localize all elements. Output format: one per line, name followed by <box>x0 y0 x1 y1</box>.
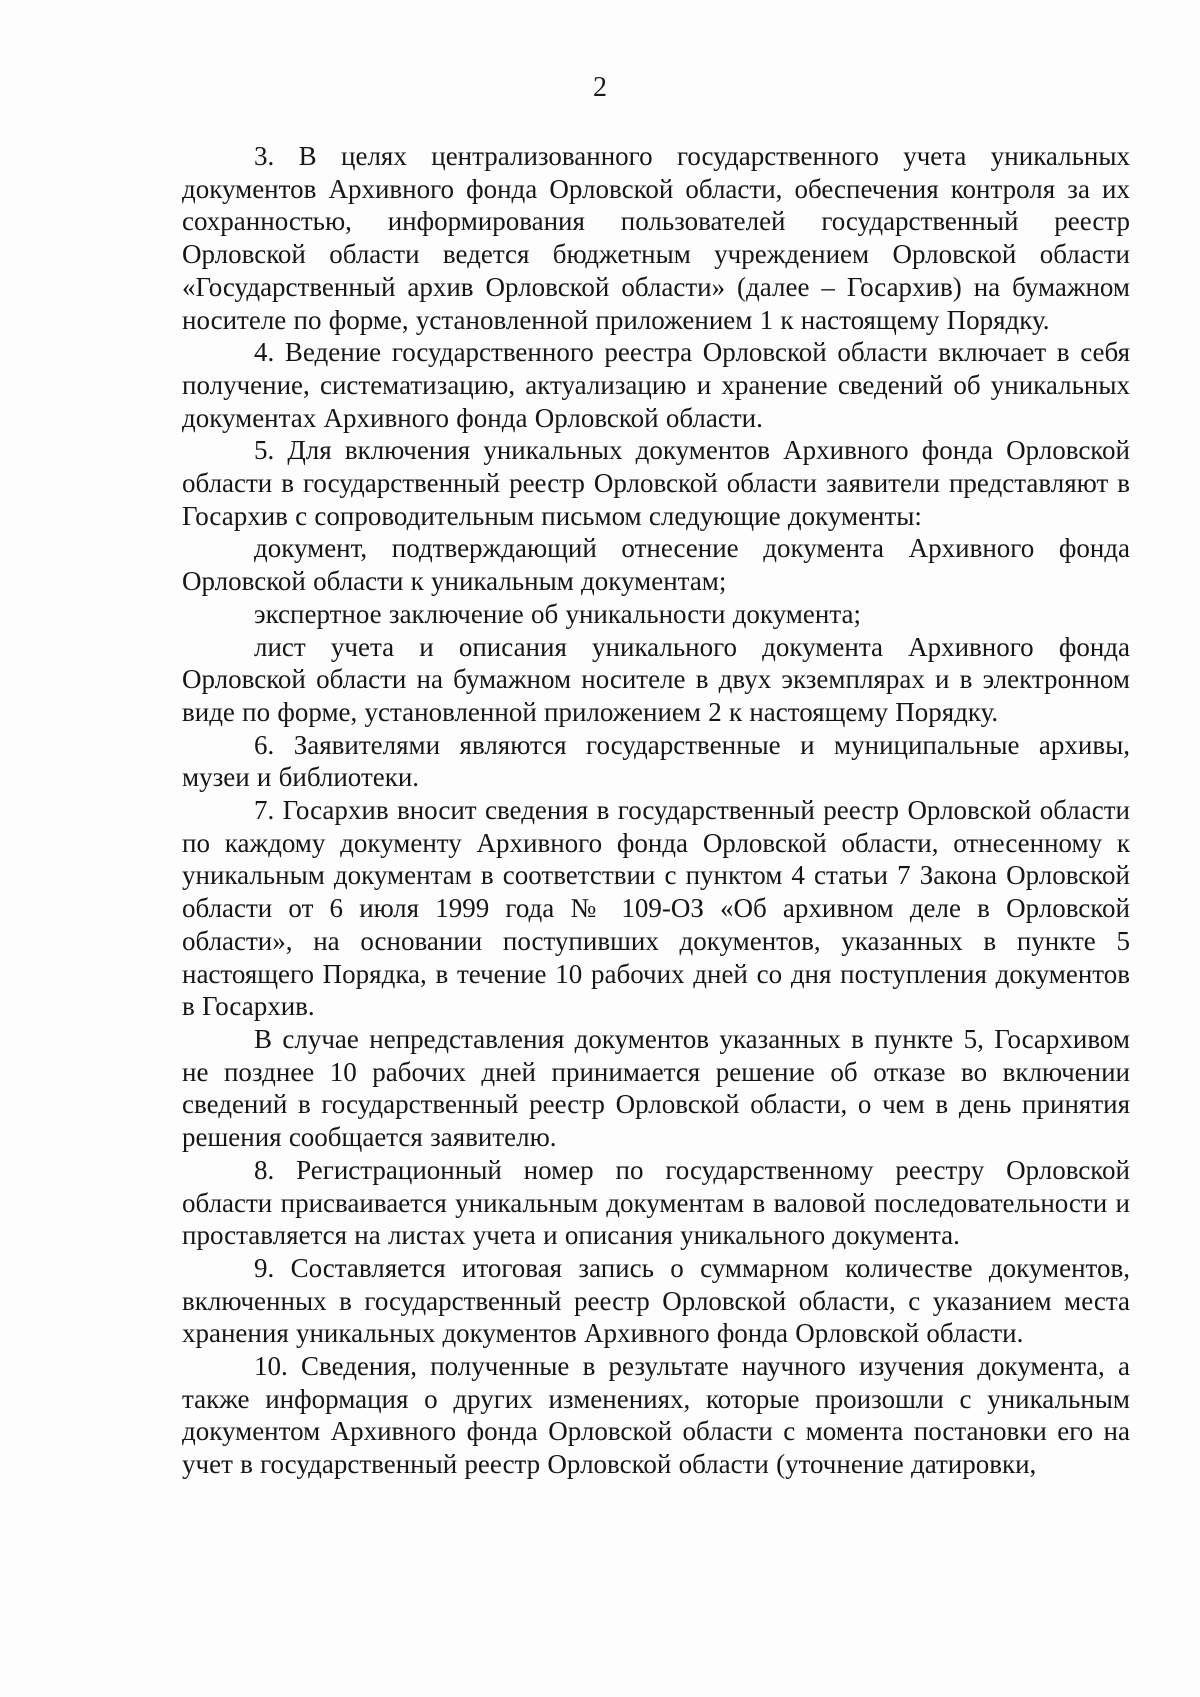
paragraph-8: 8. Регистрационный номер по государственному реестру Орловской области присваивается уникальным документам в валовой последовательности и проставляется на листах учета и описания уникального документа. <box>182 1154 1130 1251</box>
paragraph-9: 9. Составляется итоговая запись о суммарном количестве документов, включенных в государственный реестр Орловской области, с указанием места хранения уникальных документов Архивного фонда Орловской области. <box>182 1252 1130 1349</box>
paragraph-6: 6. Заявителями являются государственные и муниципальные архивы, музеи и библиотеки. <box>182 729 1130 793</box>
paragraph-4: 4. Ведение государственного реестра Орловской области включает в себя получение, систематизацию, актуализацию и хранение сведений об уникальных документах Архивного фонда Орловской области. <box>182 337 1130 433</box>
document-body <box>182 140 1130 1481</box>
paragraph-7: 7. Госархив вносит сведения в государственный реестр Орловской области по каждому документу Архивного фонда Орловской области, отнесенному к уникальным документам в соответствии с пунктом 4 статьи 7 Закона Орловской области от 6 июля 1999 года № 109-ОЗ «Об архивном деле в Орловской области», на основании поступивших документов, указанных в пункте 5 настоящего Порядка, в течение 10 рабочих дней со дня поступления документов в Госархив. <box>182 795 1130 1022</box>
paragraph-5-item-1: документ, подтверждающий отнесение документа Архивного фонда Орловской области к уникальным документам; <box>182 533 1130 597</box>
paragraph-5-item-2: экспертное заключение об уникальности документа; <box>254 598 861 629</box>
paragraph-10: 10. Сведения, полученные в результате научного изучения документа, а также информация о других изменениях, которые произошли с уникальным документом Архивного фонда Орловской области с момента постановки его на учет в государственный реестр Орловской области (уточнение датировки, <box>182 1351 1130 1480</box>
paragraph-5: 5. Для включения уникальных документов Архивного фонда Орловской области в государственный реестр Орловской области заявители представляют в Госархив с сопроводительным письмом следующие документы: <box>182 435 1130 531</box>
paragraph-7-refusal: В случае непредставления документов указанных в пункте 5, Госархивом не позднее 10 рабочих дней принимается решение об отказе во включении сведений в государственный реестр Орловской области, о чем в день принятия решения сообщается заявителю. <box>182 1023 1130 1153</box>
page-number: 2 <box>593 72 607 103</box>
paragraph-5-item-3: лист учета и описания уникального документа Архивного фонда Орловской области на бумажном носителе в двух экземплярах и в электронном виде по форме, установленной приложением 2 к настоящему Порядку. <box>182 631 1130 727</box>
paragraph-3: 3. В целях централизованного государственного учета уникальных документов Архивного фонда Орловской области, обеспечения контроля за их сохранностью, информирования пользователей государственный реестр Орловской области ведется бюджетным учреждением Орловской области «Государственный архив Орловской области» (далее – Госархив) на бумажном носителе по форме, установленной приложением 1 к настоящему Порядку. <box>182 141 1130 335</box>
